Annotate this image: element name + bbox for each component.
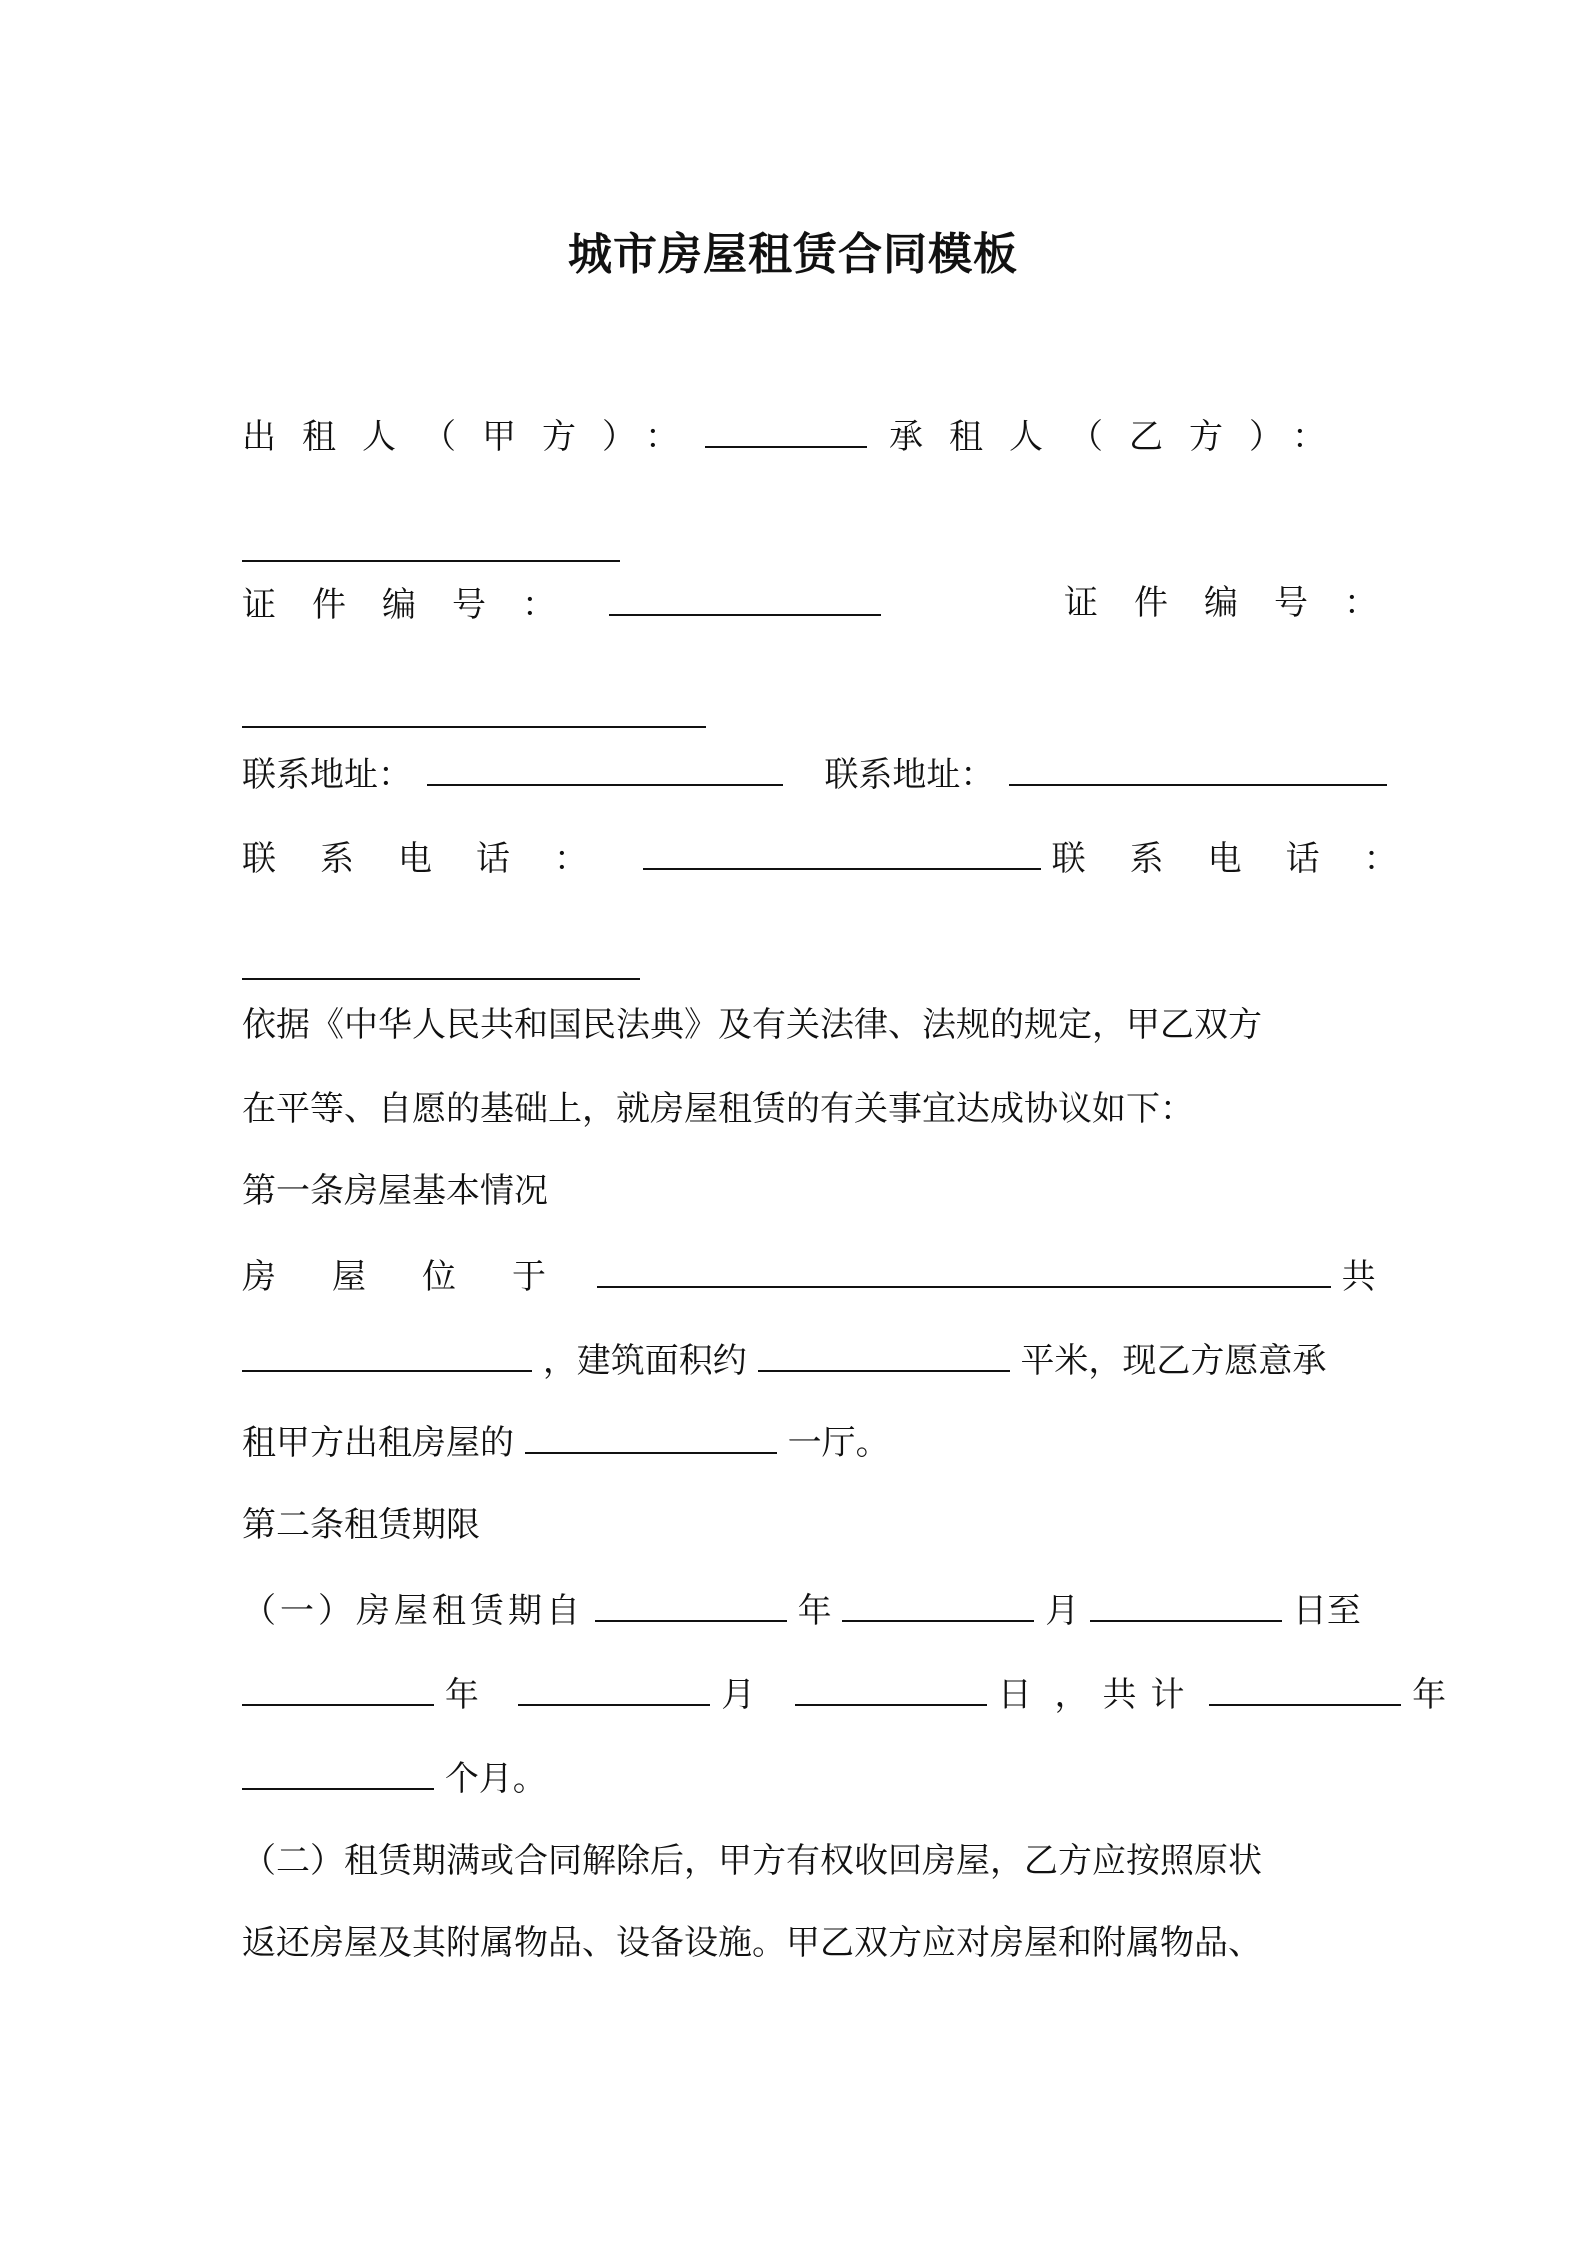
months-end-label: 个月。	[444, 1759, 547, 1799]
total-term-label: ，共计	[1054, 1675, 1199, 1715]
id-lessee-row	[242, 690, 1352, 740]
term-prefix: （一）房屋租赁期自	[242, 1591, 584, 1631]
article2-heading: 第二条租赁期限	[242, 1505, 480, 1545]
address-row	[242, 748, 1352, 798]
id-lessee-blank[interactable]	[242, 690, 706, 728]
id-label-lessor: 证件编号：	[242, 585, 592, 625]
address-label-lessor: 联系地址：	[242, 755, 412, 795]
term-row-3	[242, 1752, 1352, 1802]
end-year-label: 年	[444, 1675, 479, 1715]
id-row	[242, 578, 1414, 628]
end-month-blank[interactable]	[518, 1668, 710, 1706]
end-day-blank[interactable]	[795, 1668, 987, 1706]
term-row-2	[242, 1668, 1447, 1718]
lessor-label: 出租人（甲方）：	[242, 417, 705, 457]
location-blank[interactable]	[597, 1250, 1331, 1288]
document-title: 城市房屋租赁合同模板	[568, 229, 1018, 280]
clause2-line-2: 返还房屋及其附属物品、设备设施。甲乙双方应对房屋和附属物品、	[242, 1923, 1262, 1963]
hall-label: 一厅。	[787, 1423, 890, 1463]
phone-lessor-blank[interactable]	[643, 832, 1041, 870]
day-to-label: 日至	[1292, 1591, 1361, 1631]
clause2-line-1: （二）租赁期满或合同解除后，甲方有权收回房屋，乙方应按照原状	[242, 1841, 1262, 1881]
preamble-line-2: 在平等、自愿的基础上，就房屋租赁的有关事宜达成协议如下：	[242, 1089, 1194, 1129]
rooms-blank[interactable]	[242, 1334, 532, 1372]
lessee-name-row	[242, 524, 1352, 574]
lessor-name-blank[interactable]	[705, 410, 867, 448]
total-months-blank[interactable]	[242, 1752, 434, 1790]
start-year-label: 年	[797, 1591, 832, 1631]
article1-heading: 第一条房屋基本情况	[242, 1171, 548, 1211]
total-years-blank[interactable]	[1209, 1668, 1401, 1706]
start-month-label: 月	[1045, 1591, 1080, 1631]
phone-lessee-blank[interactable]	[242, 942, 640, 980]
id-lessor-blank[interactable]	[609, 578, 881, 616]
area-label: ，建筑面积约	[542, 1341, 747, 1381]
phone-row	[242, 832, 1442, 882]
end-month-label: 月	[721, 1675, 756, 1715]
sqm-label: 平米，现乙方愿意承	[1020, 1341, 1327, 1381]
room-count-blank[interactable]	[525, 1416, 777, 1454]
article1-location-row	[242, 1250, 1376, 1300]
term-row-1	[242, 1584, 1361, 1634]
address-lessee-blank[interactable]	[1009, 748, 1387, 786]
area-blank[interactable]	[758, 1334, 1010, 1372]
address-lessor-blank[interactable]	[427, 748, 783, 786]
lessee-name-blank[interactable]	[242, 524, 620, 562]
article1-rent-row	[242, 1416, 1352, 1466]
id-label-lessee: 证件编号：	[1064, 583, 1414, 623]
located-label: 房屋位于	[242, 1257, 602, 1297]
article1-area-row	[242, 1334, 1352, 1384]
end-day-label: 日	[997, 1675, 1044, 1715]
address-label-lessee: 联系地址：	[824, 755, 995, 795]
end-year-blank[interactable]	[242, 1668, 434, 1706]
preamble-line-1: 依据《中华人民共和国民法典》及有关法律、法规的规定，甲乙双方	[242, 1005, 1262, 1045]
start-year-blank[interactable]	[595, 1584, 787, 1622]
start-day-blank[interactable]	[1090, 1584, 1282, 1622]
total-label: 共	[1341, 1257, 1376, 1297]
phone-label-lessor: 联系电话：	[242, 839, 632, 879]
phone-label-lessee: 联系电话：	[1051, 839, 1442, 879]
total-years-label: 年	[1412, 1675, 1447, 1715]
parties-row	[242, 410, 1352, 460]
phone-lessee-row	[242, 942, 1352, 992]
start-month-blank[interactable]	[842, 1584, 1034, 1622]
rent-label: 租甲方出租房屋的	[242, 1423, 514, 1463]
lessee-label: 承租人（乙方）：	[889, 417, 1352, 457]
